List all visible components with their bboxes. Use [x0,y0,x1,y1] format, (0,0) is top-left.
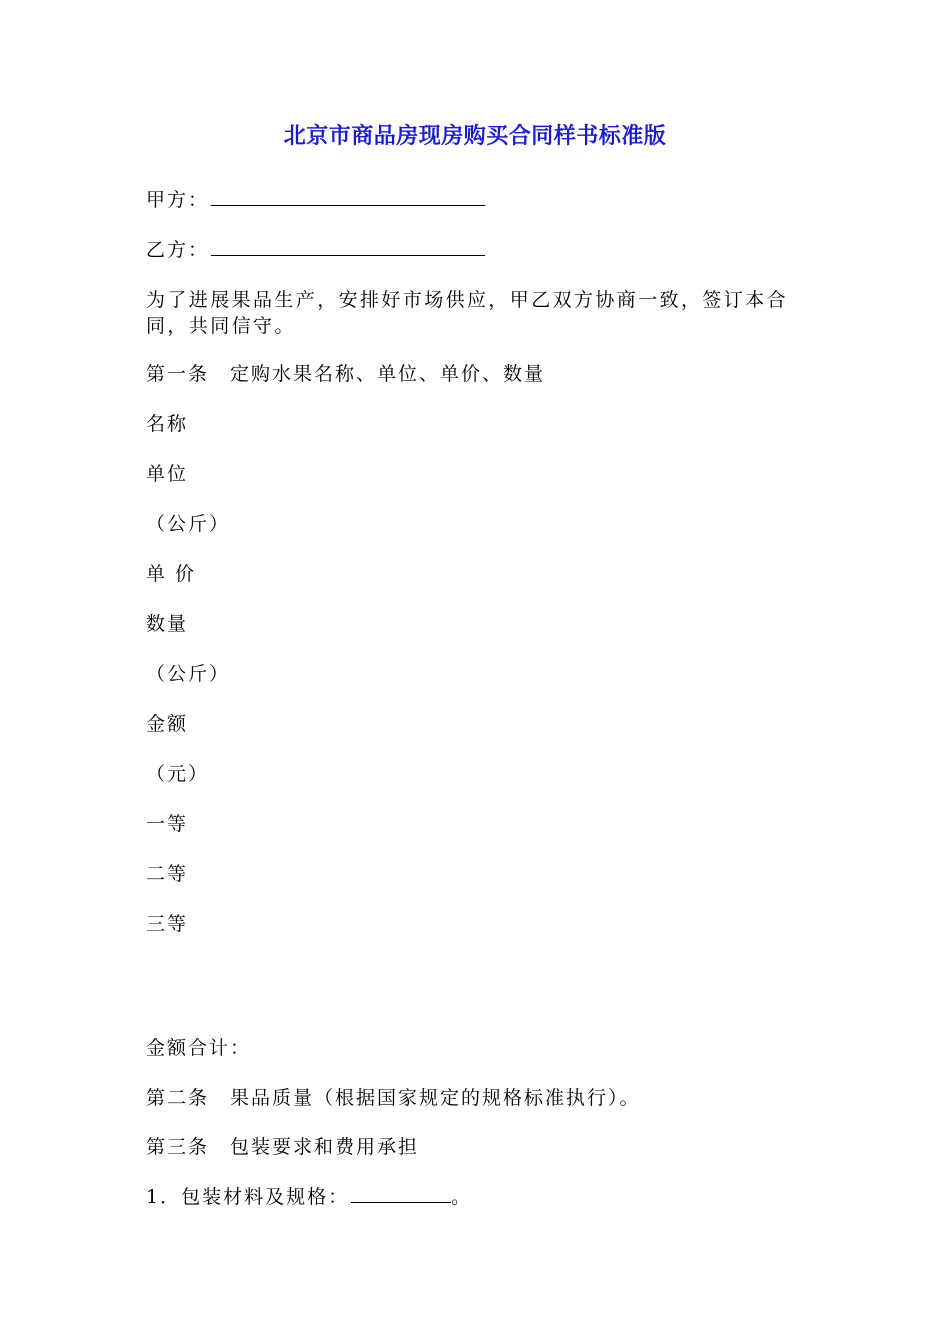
intro-paragraph: 为了进展果品生产，安排好市场供应，甲乙双方协商一致，签订本合同，共同信守。 [146,289,789,337]
article-1-heading: 第一条 定购水果名称、单位、单价、数量 [146,363,546,385]
column-amount: 金额 [146,713,189,735]
column-name: 名称 [146,413,189,435]
article-3-heading: 第三条 包装要求和费用承担 [146,1136,420,1158]
party-b-line [146,237,810,263]
column-quantity: 数量 [146,613,189,635]
column-quantity-note: （公斤） [146,663,231,685]
party-a-label: 甲方： [146,189,210,211]
total-amount-label: 金额合计： [146,1037,252,1059]
grade-second: 二等 [146,863,189,885]
column-price: 单 价 [146,563,197,585]
column-amount-note: （元） [146,763,210,785]
party-a-blank [211,187,485,206]
party-b-label: 乙方： [146,239,210,261]
column-unit-note: （公斤） [146,513,231,535]
grade-first: 一等 [146,813,189,835]
party-a-line [146,187,810,213]
item-1-line [146,1184,810,1210]
party-b-blank [211,237,485,256]
item-1-end: 。 [451,1186,473,1208]
grade-third: 三等 [146,913,189,935]
article-2-heading: 第二条 果品质量（根据国家规定的规格标准执行）。 [146,1087,641,1109]
document-title: 北京市商品房现房购买合同样书标准版 [283,124,667,149]
column-unit: 单位 [146,463,189,485]
item-1-label: 1．包装材料及规格： [146,1186,350,1208]
item-1-blank [351,1184,451,1203]
